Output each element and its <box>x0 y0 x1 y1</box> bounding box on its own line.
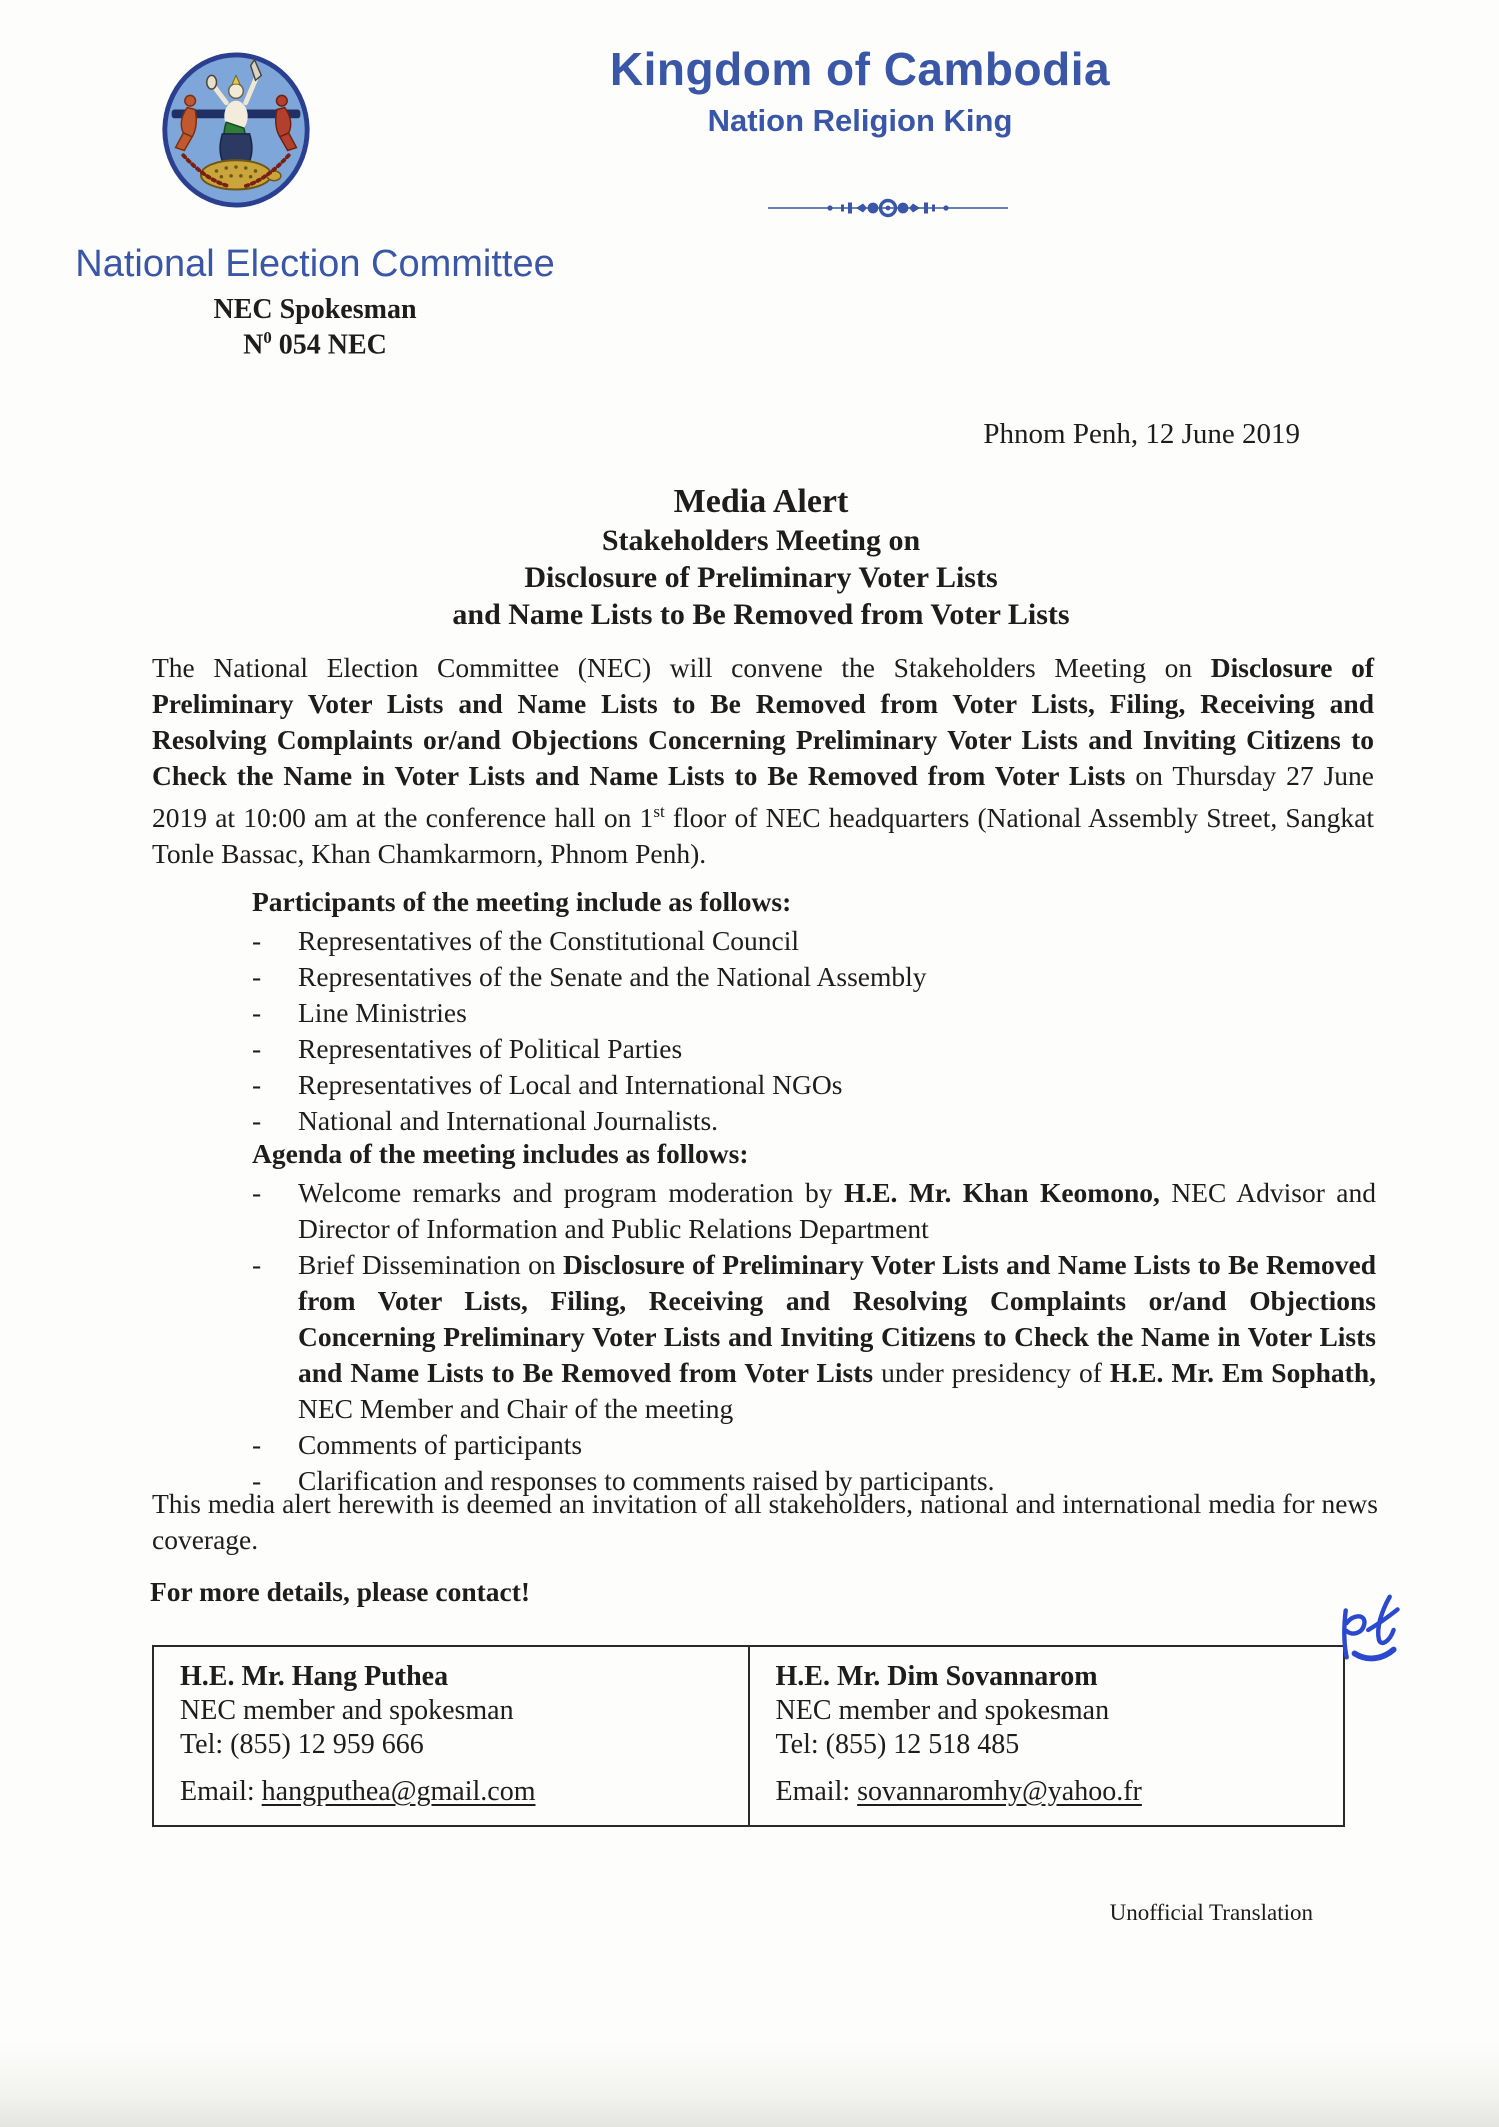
contact-cell-hang-puthea <box>154 1647 748 1825</box>
list-dash: - <box>252 997 262 1028</box>
list-item <box>252 923 1376 959</box>
doc-subtitle-3: and Name Lists to Be Removed from Voter Lists <box>452 598 1070 631</box>
list-item <box>252 1067 1376 1103</box>
contact-role: NEC member and spokesman <box>775 1695 1110 1726</box>
unofficial-translation-note: Unofficial Translation <box>1109 1900 1313 1925</box>
participant-item: Line Ministries <box>298 997 467 1028</box>
participant-item: Representatives of Local and International NGOs <box>298 1069 843 1100</box>
list-item <box>252 995 1376 1031</box>
contact-name: H.E. Mr. Dim Sovannarom <box>775 1661 1098 1692</box>
closing-paragraph: This media alert herewith is deemed an invitation of all stakeholders, national and international media for news coverage. <box>152 1488 1378 1555</box>
list-item <box>252 1247 1376 1427</box>
list-item <box>252 1103 1376 1139</box>
list-dash: - <box>252 1465 262 1496</box>
agenda-item: Brief Dissemination on Disclosure of Preliminary Voter Lists and Name Lists to Be Removed from Voter Lists, Filing, Receiving and Resolving Complaints or/and Objections Concerning Preliminary Voter Lists and Inviting Citizens to Check the Name in Voter Lists and Name Lists to Be Removed from Voter Lists under presidency of H.E. Mr. Em Sophath, NEC Member and Chair of the meeting <box>298 1249 1377 1424</box>
organization-block <box>55 244 575 361</box>
contact-email-line <box>776 1775 1336 1809</box>
doc-title: Media Alert <box>673 483 849 520</box>
agenda-item: Welcome remarks and program moderation by H.E. Mr. Khan Keomono, NEC Advisor and Director of Information and Public Relations Department <box>298 1177 1376 1244</box>
email-label: Email: <box>180 1776 262 1807</box>
agenda-item: Clarification and responses to comments raised by participants. <box>298 1465 995 1496</box>
list-dash: - <box>252 961 262 992</box>
participant-item: Representatives of the Constitutional Council <box>298 925 800 956</box>
list-dash: - <box>252 1033 262 1064</box>
list-item <box>252 1427 1376 1463</box>
dateline: Phnom Penh, 12 June 2019 <box>983 418 1300 450</box>
participant-item: National and International Journalists. <box>298 1105 719 1136</box>
doc-no-rest: 054 NEC <box>271 329 387 361</box>
list-dash: - <box>252 1249 262 1280</box>
doc-subtitle-1: Stakeholders Meeting on <box>601 524 921 557</box>
org-role: NEC Spokesman <box>213 293 417 325</box>
agenda-item: Comments of participants <box>298 1429 583 1460</box>
contacts-table <box>152 1645 1345 1827</box>
org-name: National Election Committee <box>75 243 555 285</box>
contact-cell-dim-sovannarom <box>748 1647 1344 1825</box>
nec-seal-logo <box>158 52 314 208</box>
participant-item: Representatives of the Senate and the National Assembly <box>298 961 927 992</box>
kingdom-title: Kingdom of Cambodia <box>609 43 1111 95</box>
list-item <box>252 1175 1376 1247</box>
doc-no-sup: 0 <box>263 327 272 347</box>
list-dash: - <box>252 1429 262 1460</box>
list-item <box>252 1031 1376 1067</box>
contact-email-line <box>180 1775 740 1809</box>
nec-seal-icon <box>158 52 314 208</box>
email-link[interactable]: hangputhea@gmail.com <box>261 1776 536 1807</box>
list-item <box>252 959 1376 995</box>
doc-no-prefix: N <box>243 329 264 361</box>
participants-section <box>252 884 1376 1139</box>
list-dash: - <box>252 925 262 956</box>
contact-role: NEC member and spokesman <box>180 1695 514 1726</box>
agenda-section <box>252 1136 1376 1499</box>
participant-item: Representatives of Political Parties <box>298 1033 683 1064</box>
contact-name: H.E. Mr. Hang Puthea <box>180 1661 449 1692</box>
doc-subtitle-2: Disclosure of Preliminary Voter Lists <box>524 561 998 594</box>
contact-tel: Tel: (855) 12 959 666 <box>180 1729 424 1760</box>
kingdom-header <box>530 44 1190 139</box>
list-dash: - <box>252 1069 262 1100</box>
participants-heading: Participants of the meeting include as follows: <box>252 886 792 917</box>
ornament-divider-icon <box>768 196 1008 220</box>
intro-paragraph: The National Election Committee (NEC) will convene the Stakeholders Meeting on Disclosure of Preliminary Voter Lists and Name Lists to Be Removed from Voter Lists, Filing, Receiving and Resolving Complaints or/and Objections Concerning Preliminary Voter Lists and Inviting Citizens to Check the Name in Voter Lists and Name Lists to Be Removed from Voter Lists on Thursday 27 June 2019 at 10:00 am at the conference hall on 1st floor of NEC headquarters (National Assembly Street, Sangkat Tonle Bassac, Khan Chamkarmorn, Phnom Penh). <box>152 652 1374 870</box>
contact-tel: Tel: (855) 12 518 485 <box>775 1729 1020 1760</box>
title-block <box>148 482 1374 633</box>
document-number <box>55 328 575 361</box>
email-label: Email: <box>775 1776 858 1807</box>
pen-initials-icon <box>1333 1585 1421 1673</box>
list-dash: - <box>252 1177 262 1208</box>
list-dash: - <box>252 1105 262 1136</box>
email-link[interactable]: sovannaromhy@yahoo.fr <box>857 1776 1142 1807</box>
scan-shadow <box>0 2043 1499 2127</box>
kingdom-subtitle: Nation Religion King <box>707 102 1013 138</box>
agenda-heading: Agenda of the meeting includes as follows: <box>252 1138 749 1169</box>
contact-heading: For more details, please contact! <box>150 1576 531 1607</box>
